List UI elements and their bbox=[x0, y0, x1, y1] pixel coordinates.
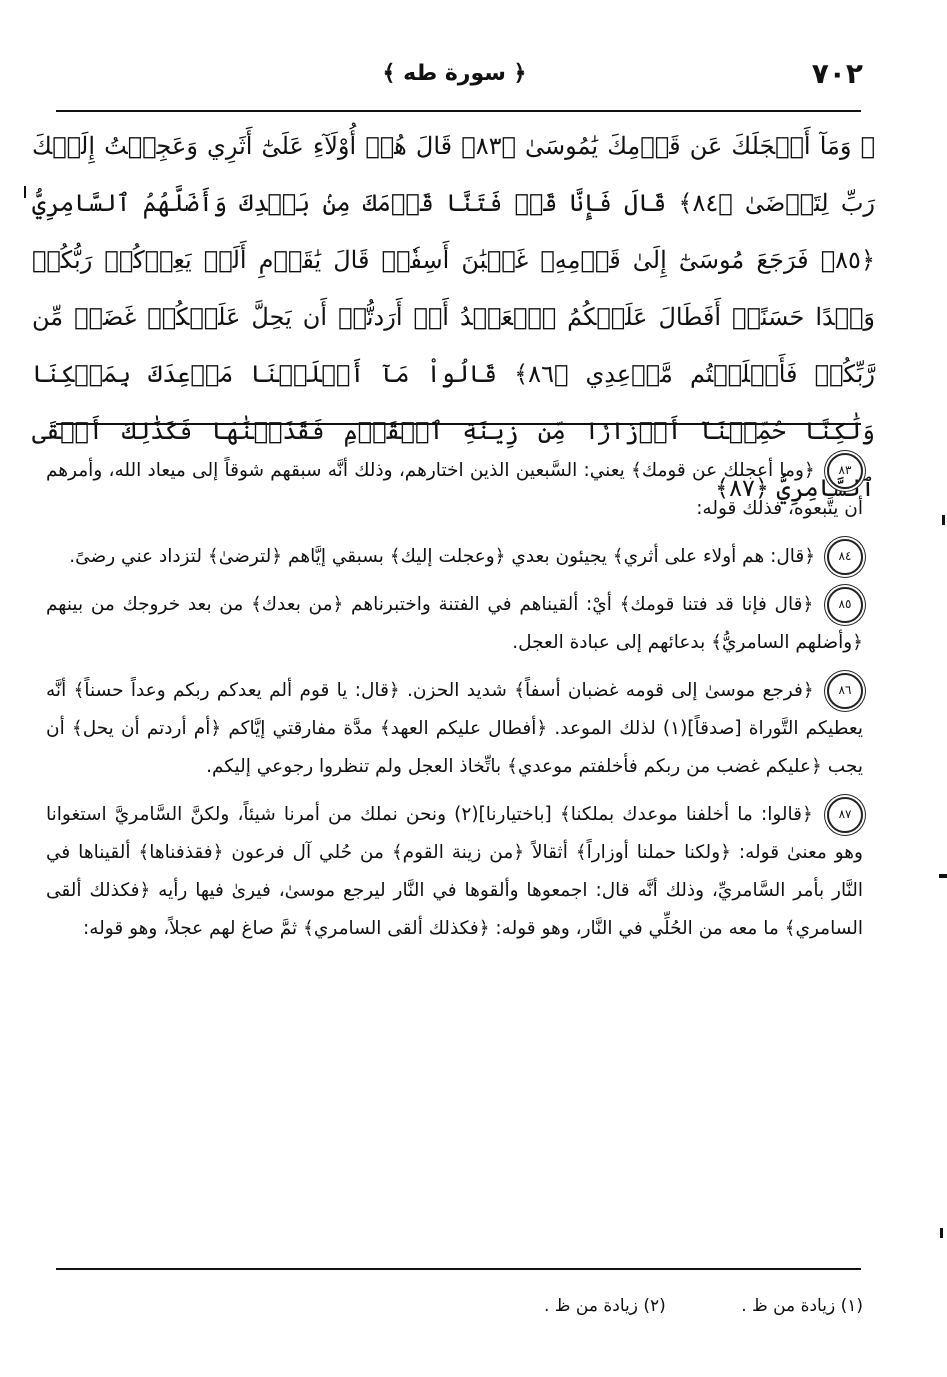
margin-mark bbox=[940, 1228, 943, 1238]
page-header bbox=[46, 56, 863, 96]
footnote-divider bbox=[56, 1268, 861, 1270]
footnotes bbox=[46, 1292, 863, 1320]
commentary-section bbox=[46, 452, 863, 958]
surah-title: ﴿ سورة طه ﴾ bbox=[382, 61, 527, 86]
quran-divider bbox=[56, 423, 861, 425]
margin-mark bbox=[24, 186, 26, 198]
page-number: ٧٠٢ bbox=[811, 57, 863, 90]
footnote-1: (١) زيادة من ظ . bbox=[741, 1296, 863, 1316]
verse-number-badge: ٨٤ bbox=[827, 539, 863, 575]
verse-number-badge: ٨٣ bbox=[827, 453, 863, 489]
commentary-text: ﴿وما أعجلك عن قومك﴾ يعني: السَّبعين الذين اختارهم، وذلك أنَّه سبقهم شوقاً إلى ميعاد الله، وأمرهم أن يتَّبعوه، فذلك قوله: bbox=[46, 460, 863, 519]
verse-number-badge: ٨٥ bbox=[827, 587, 863, 623]
verse-number-badge: ٨٦ bbox=[827, 673, 863, 709]
margin-mark bbox=[942, 515, 945, 525]
commentary-entry-83 bbox=[46, 452, 863, 528]
commentary-entry-84 bbox=[46, 538, 863, 576]
footnote-2: (٢) زيادة من ظ . bbox=[543, 1296, 666, 1316]
commentary-text: ﴿قال: هم أولاء على أثري﴾ يجيئون بعدي ﴿وعجلت إليك﴾ بسبقي إيَّاهم ﴿لترضىٰ﴾ لتزداد عني رضىً. bbox=[69, 546, 816, 567]
commentary-entry-85 bbox=[46, 586, 863, 662]
quran-verses: ﴿ وَمَآ أَعۡجَلَكَ عَن قَوۡمِكَ يَٰمُوسَىٰ ﴿٨٣﴾ قَالَ هُمۡ أُوْلَآءِ عَلَىٰٓ أَثَرِي وَعَجِلۡتُ إِلَيۡكَ رَبِّ لِتَرۡضَىٰ ﴿٨٤﴾ قَالَ فَإِنَّا قَدۡ فَتَنَّا قَوۡمَكَ مِنۢ بَعۡدِكَ وَأَضَلَّهُمُ ٱلسَّامِرِيُّ ﴿٨٥﴾ فَرَجَعَ مُوسَىٰٓ إِلَىٰ قَوۡمِهِۦ غَضۡبَٰنَ أَسِفٗاۚ قَالَ يَٰقَوۡمِ أَلَمۡ يَعِدۡكُمۡ رَبُّكُمۡ وَعۡدًا حَسَنًاۚ أَفَطَالَ عَلَيۡكُمُ ٱلۡعَهۡدُ أَمۡ أَرَدتُّمۡ أَن يَحِلَّ عَلَيۡكُمۡ غَضَبٞ مِّن رَّبِّكُمۡ فَأَخۡلَفۡتُم مَّوۡعِدِي ﴿٨٦﴾ قَالُواْ مَآ أَخۡلَفۡنَا مَوۡعِدَكَ بِمَلۡكِنَا وَلَٰكِنَّا حُمِّلۡنَآ أَوۡزَارٗا مِّن زِينَةِ ٱلۡقَوۡمِ فَقَذَفۡنَٰهَا فَكَذَٰلِكَ أَلۡقَى ٱلسَّامِرِيُّ ﴿٨٧﴾ bbox=[32, 132, 875, 502]
verse-number-badge: ٨٧ bbox=[827, 797, 863, 833]
margin-mark bbox=[939, 874, 947, 878]
commentary-text: ﴿فرجع موسىٰ إلى قومه غضبان أسفاً﴾ شديد الحزن. ﴿قال: يا قوم ألم يعدكم ربكم وعداً حسناً﴾ أنَّه يعطيكم التَّوراة [صدقاً](١) لذلك الموعد. ﴿أفطال عليكم العهد﴾ مدَّة مفارقتي إيَّاكم ﴿أم أردتم أن يحل﴾ أن يجب ﴿عليكم غضب من ربكم فأخلفتم موعدي﴾ باتِّخاذ العجل ولم تنظروا رجوعي إليكم. bbox=[46, 680, 863, 777]
commentary-entry-86 bbox=[46, 672, 863, 786]
commentary-entry-87 bbox=[46, 796, 863, 948]
header-divider bbox=[56, 110, 861, 112]
commentary-text: ﴿قالوا: ما أخلفنا موعدك بملكنا﴾ [باختيارنا](٢) ونحن نملك من أمرنا شيئاً، ولكنَّ السَّامريَّ استغوانا وهو معنىٰ قوله: ﴿ولكنا حملنا أوزاراً﴾ أثقالاً ﴿من زينة القوم﴾ من حُلي آل فرعون ﴿فقذفناها﴾ ألقيناها في النَّار بأمر السَّامريِّ، وذلك أنَّه قال: اجمعوها وألقوها في النَّار ليرجع موسىٰ، فيرىٰ فيها رأيه ﴿فكذلك ألقى السامري﴾ ما معه من الحُلِّي في النَّار، وهو قوله: ﴿فكذلك ألقى السامري﴾ ثمَّ صاغ لهم عجلاً، وهو قوله: bbox=[46, 804, 863, 939]
commentary-text: ﴿قال فإنا قد فتنا قومك﴾ أيْ: ألقيناهم في الفتنة واختبرناهم ﴿من بعدك﴾ من بعد خروجك من بينهم ﴿وأضلهم السامريُّ﴾ بدعائهم إلى عبادة العجل. bbox=[46, 594, 863, 653]
